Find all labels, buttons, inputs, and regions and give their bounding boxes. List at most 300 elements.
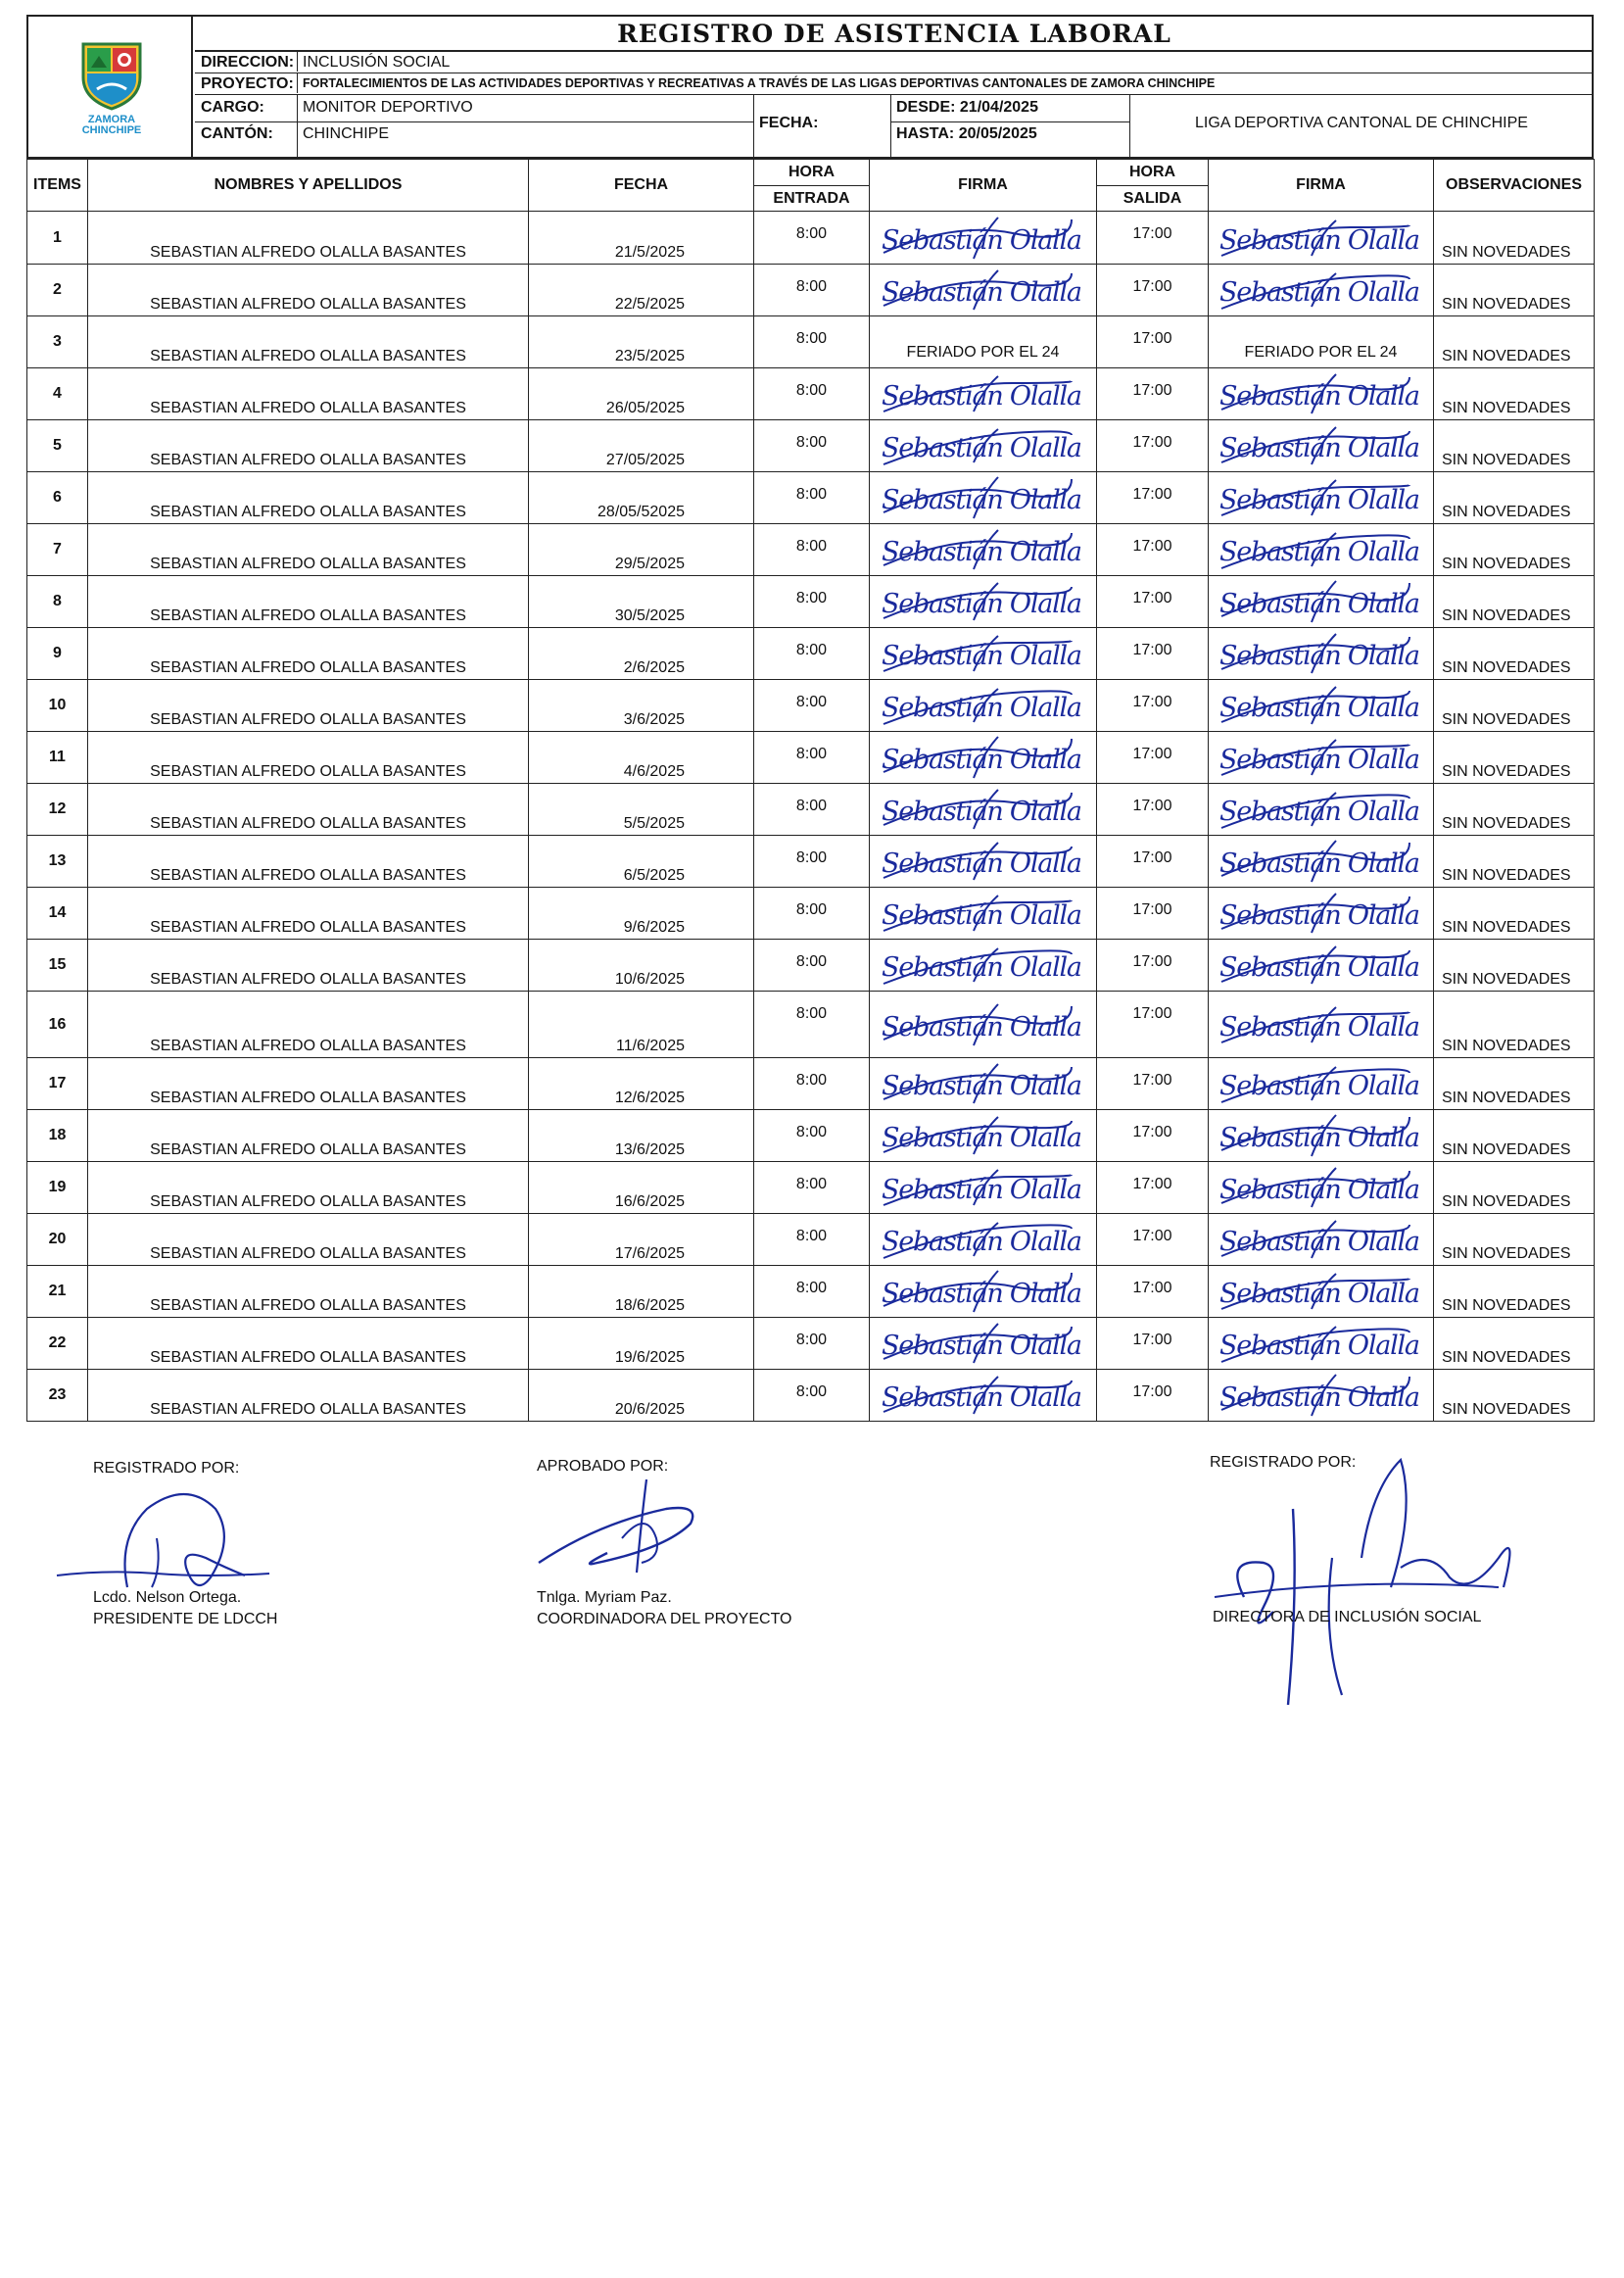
exit-signature [1214, 1371, 1429, 1420]
observation-cell: SIN NOVEDADES [1434, 680, 1595, 732]
exit-time-cell: 17:00 [1097, 888, 1209, 940]
date-cell: 16/6/2025 [529, 1162, 754, 1214]
entry-signature [876, 369, 1091, 418]
table-row [27, 732, 1595, 784]
item-number-cell: 4 [27, 368, 88, 420]
observation-cell: SIN NOVEDADES [1434, 1110, 1595, 1162]
item-number-cell: 22 [27, 1318, 88, 1370]
observation-cell: SIN NOVEDADES [1434, 1162, 1595, 1214]
entry-time-cell: 8:00 [754, 524, 870, 576]
employee-name-cell: SEBASTIAN ALFREDO OLALLA BASANTES [88, 368, 529, 420]
employee-name-cell: SEBASTIAN ALFREDO OLALLA BASANTES [88, 940, 529, 992]
item-number-cell: 14 [27, 888, 88, 940]
signature-text: Sebastián Olalla [881, 1011, 1082, 1042]
direccion-row [195, 52, 1594, 73]
table-row [27, 940, 1595, 992]
item-number-cell: 17 [27, 1058, 88, 1110]
canton-label: CANTÓN: [201, 125, 273, 142]
item-number-cell: 13 [27, 836, 88, 888]
entry-time-cell: 8:00 [754, 576, 870, 628]
exit-signature-cell [1209, 1266, 1434, 1318]
desde-value: DESDE: 21/04/2025 [896, 99, 1038, 116]
entry-time-cell: 8:00 [754, 1266, 870, 1318]
exit-signature-cell [1209, 420, 1434, 472]
observation-cell: SIN NOVEDADES [1434, 212, 1595, 265]
entry-time-cell: 8:00 [754, 1110, 870, 1162]
direccion-value: INCLUSIÓN SOCIAL [303, 54, 451, 71]
entry-signature-cell [870, 1266, 1097, 1318]
item-number-cell: 12 [27, 784, 88, 836]
employee-name-cell: SEBASTIAN ALFREDO OLALLA BASANTES [88, 1162, 529, 1214]
table-row [27, 368, 1595, 420]
observation-cell: SIN NOVEDADES [1434, 888, 1595, 940]
signature-text: Sebastián Olalla [1218, 1331, 1420, 1361]
signature-text: Sebastián Olalla [1218, 537, 1420, 567]
col-hora-entrada-bottom: ENTRADA [754, 186, 870, 212]
exit-signature-cell [1209, 1110, 1434, 1162]
entry-signature-cell [870, 992, 1097, 1058]
exit-signature-cell [1209, 576, 1434, 628]
entry-signature [876, 1319, 1091, 1368]
entry-signature [876, 1000, 1091, 1049]
exit-time-cell: 17:00 [1097, 836, 1209, 888]
table-row [27, 212, 1595, 265]
observation-cell: SIN NOVEDADES [1434, 472, 1595, 524]
entry-signature [876, 941, 1091, 990]
logo-text-line1: ZAMORA [87, 114, 136, 125]
signature-text: Sebastián Olalla [1218, 952, 1420, 983]
item-number-cell: 3 [27, 316, 88, 368]
entry-time-cell: 8:00 [754, 732, 870, 784]
entry-signature-cell [870, 1318, 1097, 1370]
signature-text: Sebastián Olalla [881, 1123, 1082, 1153]
item-number-cell: 11 [27, 732, 88, 784]
exit-time-cell: 17:00 [1097, 784, 1209, 836]
table-row [27, 628, 1595, 680]
entry-signature-cell [870, 1110, 1097, 1162]
signature-text: Sebastián Olalla [881, 797, 1082, 827]
observation-cell: SIN NOVEDADES [1434, 732, 1595, 784]
table-row [27, 472, 1595, 524]
employee-name-cell: SEBASTIAN ALFREDO OLALLA BASANTES [88, 265, 529, 316]
exit-signature [1214, 1000, 1429, 1049]
signature-directora [1205, 1450, 1528, 1715]
exit-signature [1214, 1319, 1429, 1368]
col-fecha-header: FECHA [529, 160, 754, 212]
entry-signature [876, 1059, 1091, 1108]
signature-text: Sebastián Olalla [1218, 1382, 1420, 1413]
col-items-header: ITEMS [27, 160, 88, 212]
entry-signature [876, 1371, 1091, 1420]
entry-time-cell: 8:00 [754, 1318, 870, 1370]
exit-signature-cell [1209, 472, 1434, 524]
exit-signature-cell [1209, 992, 1434, 1058]
entry-signature-cell [870, 212, 1097, 265]
exit-signature [1214, 889, 1429, 938]
observation-cell: SIN NOVEDADES [1434, 420, 1595, 472]
observation-cell: SIN NOVEDADES [1434, 524, 1595, 576]
exit-signature [1214, 629, 1429, 678]
cargo-label: CARGO: [201, 99, 264, 116]
cargo-fecha-block [195, 95, 1594, 159]
exit-signature-cell [1209, 1214, 1434, 1266]
exit-signature-cell [1209, 524, 1434, 576]
fecha-label: FECHA: [759, 115, 819, 131]
signature-text: Sebastián Olalla [1218, 797, 1420, 827]
table-row [27, 420, 1595, 472]
table-row [27, 524, 1595, 576]
signature-text: Sebastián Olalla [881, 641, 1082, 671]
employee-name-cell: SEBASTIAN ALFREDO OLALLA BASANTES [88, 1110, 529, 1162]
exit-signature-cell [1209, 316, 1434, 368]
date-cell: 10/6/2025 [529, 940, 754, 992]
entry-signature [876, 837, 1091, 886]
col-firma-entrada-header: FIRMA [870, 160, 1097, 212]
signature-text: Sebastián Olalla [881, 1382, 1082, 1413]
signature-text: Sebastián Olalla [1218, 641, 1420, 671]
item-number-cell: 23 [27, 1370, 88, 1422]
employee-name-cell: SEBASTIAN ALFREDO OLALLA BASANTES [88, 1058, 529, 1110]
signature-text: Sebastián Olalla [881, 1071, 1082, 1101]
exit-signature [1214, 1267, 1429, 1316]
entry-time-cell: 8:00 [754, 1370, 870, 1422]
item-number-cell: 9 [27, 628, 88, 680]
table-row [27, 316, 1595, 368]
exit-time-cell: 17:00 [1097, 1058, 1209, 1110]
table-row [27, 836, 1595, 888]
employee-name-cell: SEBASTIAN ALFREDO OLALLA BASANTES [88, 472, 529, 524]
date-cell: 13/6/2025 [529, 1110, 754, 1162]
observation-cell: SIN NOVEDADES [1434, 1318, 1595, 1370]
entry-signature-cell [870, 628, 1097, 680]
signature-text: Sebastián Olalla [1218, 1123, 1420, 1153]
entry-signature-cell [870, 784, 1097, 836]
exit-time-cell: 17:00 [1097, 524, 1209, 576]
date-cell: 3/6/2025 [529, 680, 754, 732]
entry-time-cell: 8:00 [754, 368, 870, 420]
canton-value: CHINCHIPE [303, 125, 390, 142]
exit-time-cell: 17:00 [1097, 212, 1209, 265]
exit-signature [1214, 1163, 1429, 1212]
table-row [27, 888, 1595, 940]
employee-name-cell: SEBASTIAN ALFREDO OLALLA BASANTES [88, 784, 529, 836]
entry-signature-cell [870, 732, 1097, 784]
entry-signature-cell [870, 888, 1097, 940]
signature-text: Sebastián Olalla [881, 224, 1082, 256]
entry-time-cell: 8:00 [754, 1162, 870, 1214]
date-cell: 27/05/2025 [529, 420, 754, 472]
item-number-cell: 8 [27, 576, 88, 628]
signature-text: Sebastián Olalla [881, 693, 1082, 723]
signature-text: Sebastián Olalla [881, 381, 1082, 412]
item-number-cell: 5 [27, 420, 88, 472]
observation-cell: SIN NOVEDADES [1434, 992, 1595, 1058]
entry-signature [876, 577, 1091, 626]
exit-signature [1214, 1111, 1429, 1160]
date-cell: 26/05/2025 [529, 368, 754, 420]
exit-signature [1214, 681, 1429, 730]
municipal-shield-logo-icon [75, 38, 148, 111]
observation-cell: SIN NOVEDADES [1434, 1214, 1595, 1266]
entry-signature-cell [870, 576, 1097, 628]
exit-time-cell: 17:00 [1097, 1318, 1209, 1370]
employee-name-cell: SEBASTIAN ALFREDO OLALLA BASANTES [88, 836, 529, 888]
table-row [27, 1110, 1595, 1162]
exit-signature [1214, 1059, 1429, 1108]
observation-cell: SIN NOVEDADES [1434, 368, 1595, 420]
item-number-cell: 7 [27, 524, 88, 576]
exit-signature [1214, 785, 1429, 834]
item-number-cell: 18 [27, 1110, 88, 1162]
table-row [27, 1214, 1595, 1266]
exit-time-cell: 17:00 [1097, 992, 1209, 1058]
date-cell: 20/6/2025 [529, 1370, 754, 1422]
exit-time-cell: 17:00 [1097, 1214, 1209, 1266]
signature-text: Sebastián Olalla [1218, 485, 1420, 515]
entry-signature-cell [870, 420, 1097, 472]
exit-signature [1214, 214, 1429, 263]
signature-text: Sebastián Olalla [881, 589, 1082, 619]
entry-signature-cell [870, 1058, 1097, 1110]
entry-signature [876, 421, 1091, 470]
table-row [27, 784, 1595, 836]
exit-signature [1214, 525, 1429, 574]
entry-time-cell: 8:00 [754, 940, 870, 992]
entry-time-cell: 8:00 [754, 316, 870, 368]
signature-text: Sebastián Olalla [881, 1175, 1082, 1205]
col-names-header: NOMBRES Y APELLIDOS [88, 160, 529, 212]
table-row [27, 576, 1595, 628]
signature-text: Sebastián Olalla [1218, 693, 1420, 723]
employee-name-cell: SEBASTIAN ALFREDO OLALLA BASANTES [88, 1318, 529, 1370]
employee-name-cell: SEBASTIAN ALFREDO OLALLA BASANTES [88, 1266, 529, 1318]
entry-signature [876, 1267, 1091, 1316]
observation-cell: SIN NOVEDADES [1434, 628, 1595, 680]
col-hora-salida-top: HORA [1097, 160, 1209, 186]
entry-signature [876, 733, 1091, 782]
table-row [27, 1318, 1595, 1370]
signature-text: Sebastián Olalla [1218, 381, 1420, 412]
signature-text: Sebastián Olalla [1218, 277, 1420, 308]
table-row [27, 1162, 1595, 1214]
attendance-rows [27, 212, 1595, 1422]
exit-time-cell: 17:00 [1097, 732, 1209, 784]
signature-text: Sebastián Olalla [881, 433, 1082, 463]
table-row [27, 992, 1595, 1058]
exit-time-cell: 17:00 [1097, 680, 1209, 732]
exit-signature-cell [1209, 836, 1434, 888]
entry-time-cell: 8:00 [754, 212, 870, 265]
entry-time-cell: 8:00 [754, 628, 870, 680]
entry-signature [876, 629, 1091, 678]
signature-myriam-paz [529, 1470, 725, 1587]
date-cell: 9/6/2025 [529, 888, 754, 940]
entry-time-cell: 8:00 [754, 888, 870, 940]
proyecto-row [195, 73, 1594, 95]
signature-text: Sebastián Olalla [881, 1227, 1082, 1257]
date-cell: 29/5/2025 [529, 524, 754, 576]
item-number-cell: 15 [27, 940, 88, 992]
exit-signature [1214, 369, 1429, 418]
entry-signature-cell [870, 1370, 1097, 1422]
entry-time-cell: 8:00 [754, 420, 870, 472]
exit-signature [1214, 577, 1429, 626]
exit-signature-cell [1209, 1370, 1434, 1422]
exit-signature [1214, 266, 1429, 315]
exit-signature [1214, 421, 1429, 470]
direccion-label: DIRECCION: [201, 54, 295, 71]
exit-time-cell: 17:00 [1097, 368, 1209, 420]
exit-time-cell: 17:00 [1097, 472, 1209, 524]
signature-text: Sebastián Olalla [1218, 1011, 1420, 1042]
signature-text: Sebastián Olalla [1218, 1071, 1420, 1101]
signature-text: Sebastián Olalla [881, 485, 1082, 515]
entry-time-cell: 8:00 [754, 836, 870, 888]
exit-signature [1214, 733, 1429, 782]
entry-signature-cell [870, 1214, 1097, 1266]
observation-cell: SIN NOVEDADES [1434, 316, 1595, 368]
observation-cell: SIN NOVEDADES [1434, 1058, 1595, 1110]
entry-signature [876, 1111, 1091, 1160]
col-hora-salida-bottom: SALIDA [1097, 186, 1209, 212]
employee-name-cell: SEBASTIAN ALFREDO OLALLA BASANTES [88, 524, 529, 576]
item-number-cell: 20 [27, 1214, 88, 1266]
entry-signature-cell [870, 680, 1097, 732]
item-number-cell: 1 [27, 212, 88, 265]
exit-time-cell: 17:00 [1097, 1370, 1209, 1422]
employee-name-cell: SEBASTIAN ALFREDO OLALLA BASANTES [88, 576, 529, 628]
footer-left-role: PRESIDENTE DE LDCCH [93, 1611, 278, 1627]
item-number-cell: 6 [27, 472, 88, 524]
date-cell: 2/6/2025 [529, 628, 754, 680]
signature-text: Sebastián Olalla [881, 1331, 1082, 1361]
entry-time-cell: 8:00 [754, 992, 870, 1058]
employee-name-cell: SEBASTIAN ALFREDO OLALLA BASANTES [88, 1214, 529, 1266]
logo-cell [28, 17, 193, 159]
col-firma-salida-header: FIRMA [1209, 160, 1434, 212]
entry-signature [876, 889, 1091, 938]
exit-signature-cell [1209, 265, 1434, 316]
exit-signature [1214, 1215, 1429, 1264]
entry-time-cell: 8:00 [754, 784, 870, 836]
table-row [27, 1370, 1595, 1422]
cargo-value: MONITOR DEPORTIVO [303, 99, 473, 116]
item-number-cell: 2 [27, 265, 88, 316]
exit-signature-cell [1209, 732, 1434, 784]
entry-time-cell: 8:00 [754, 680, 870, 732]
signature-text: Sebastián Olalla [1218, 848, 1420, 879]
table-row [27, 1266, 1595, 1318]
exit-time-cell: 17:00 [1097, 628, 1209, 680]
observation-cell: SIN NOVEDADES [1434, 836, 1595, 888]
exit-signature-cell [1209, 368, 1434, 420]
signature-text: Sebastián Olalla [1218, 1279, 1420, 1309]
employee-name-cell: SEBASTIAN ALFREDO OLALLA BASANTES [88, 316, 529, 368]
footer-left-name: Lcdo. Nelson Ortega. [93, 1589, 242, 1606]
entry-signature [876, 266, 1091, 315]
employee-name-cell: SEBASTIAN ALFREDO OLALLA BASANTES [88, 680, 529, 732]
date-cell: 11/6/2025 [529, 992, 754, 1058]
logo-text-line2: CHINCHIPE [81, 124, 142, 136]
date-cell: 19/6/2025 [529, 1318, 754, 1370]
exit-time-cell: 17:00 [1097, 576, 1209, 628]
signature-text: Sebastián Olalla [1218, 433, 1420, 463]
col-observaciones-header: OBSERVACIONES [1434, 160, 1595, 212]
item-number-cell: 16 [27, 992, 88, 1058]
date-cell: 17/6/2025 [529, 1214, 754, 1266]
date-cell: 22/5/2025 [529, 265, 754, 316]
observation-cell: SIN NOVEDADES [1434, 940, 1595, 992]
entry-time-cell: 8:00 [754, 472, 870, 524]
proyecto-label: PROYECTO: [201, 75, 294, 92]
exit-signature [1214, 837, 1429, 886]
footer-right-role: DIRECTORA DE INCLUSIÓN SOCIAL [1213, 1609, 1482, 1625]
date-cell: 12/6/2025 [529, 1058, 754, 1110]
table-row [27, 680, 1595, 732]
table-row [27, 1058, 1595, 1110]
date-cell: 18/6/2025 [529, 1266, 754, 1318]
signature-text: Sebastián Olalla [881, 537, 1082, 567]
signature-text: Sebastián Olalla [881, 1279, 1082, 1309]
entry-signature [876, 785, 1091, 834]
entry-signature [876, 681, 1091, 730]
signature-text: Sebastián Olalla [881, 848, 1082, 879]
exit-signature-cell [1209, 1058, 1434, 1110]
col-hora-entrada-top: HORA [754, 160, 870, 186]
date-cell: 4/6/2025 [529, 732, 754, 784]
entry-signature-cell [870, 265, 1097, 316]
date-cell: 30/5/2025 [529, 576, 754, 628]
observation-cell: SIN NOVEDADES [1434, 1370, 1595, 1422]
signature-text: Sebastián Olalla [881, 745, 1082, 775]
proyecto-value: FORTALECIMIENTOS DE LAS ACTIVIDADES DEPORTIVAS Y RECREATIVAS A TRAVÉS DE LAS LIGAS DEPORTIVAS CANTONALES DE ZAMORA CHINCHIPE [303, 76, 1216, 90]
employee-name-cell: SEBASTIAN ALFREDO OLALLA BASANTES [88, 992, 529, 1058]
entry-signature-cell [870, 524, 1097, 576]
exit-signature-cell [1209, 212, 1434, 265]
exit-signature-cell [1209, 784, 1434, 836]
exit-time-cell: 17:00 [1097, 1110, 1209, 1162]
entry-signature [876, 214, 1091, 263]
hasta-value: HASTA: 20/05/2025 [896, 125, 1037, 142]
date-cell: 6/5/2025 [529, 836, 754, 888]
employee-name-cell: SEBASTIAN ALFREDO OLALLA BASANTES [88, 1370, 529, 1422]
exit-signature-cell [1209, 1162, 1434, 1214]
signature-text: Sebastián Olalla [1218, 745, 1420, 775]
employee-name-cell: SEBASTIAN ALFREDO OLALLA BASANTES [88, 628, 529, 680]
exit-time-cell: 17:00 [1097, 940, 1209, 992]
signature-text: Sebastián Olalla [881, 277, 1082, 308]
logo-text [48, 115, 175, 136]
exit-time-cell: 17:00 [1097, 265, 1209, 316]
employee-name-cell: SEBASTIAN ALFREDO OLALLA BASANTES [88, 732, 529, 784]
entry-signature-cell [870, 472, 1097, 524]
observation-cell: SIN NOVEDADES [1434, 1266, 1595, 1318]
exit-signature [1214, 473, 1429, 522]
footer-left-heading: REGISTRADO POR: [93, 1460, 240, 1477]
signature-text: Sebastián Olalla [1218, 224, 1420, 256]
entry-signature-cell [870, 836, 1097, 888]
entry-signature [876, 1215, 1091, 1264]
date-cell: 5/5/2025 [529, 784, 754, 836]
footer-mid-name: Tnlga. Myriam Paz. [537, 1589, 672, 1606]
page-title: REGISTRO DE ASISTENCIA LABORAL [195, 17, 1594, 52]
observation-cell: SIN NOVEDADES [1434, 576, 1595, 628]
entry-signature-cell [870, 368, 1097, 420]
entry-signature [876, 525, 1091, 574]
entry-signature-cell [870, 316, 1097, 368]
entry-signature [876, 473, 1091, 522]
signature-text: Sebastián Olalla [1218, 900, 1420, 931]
